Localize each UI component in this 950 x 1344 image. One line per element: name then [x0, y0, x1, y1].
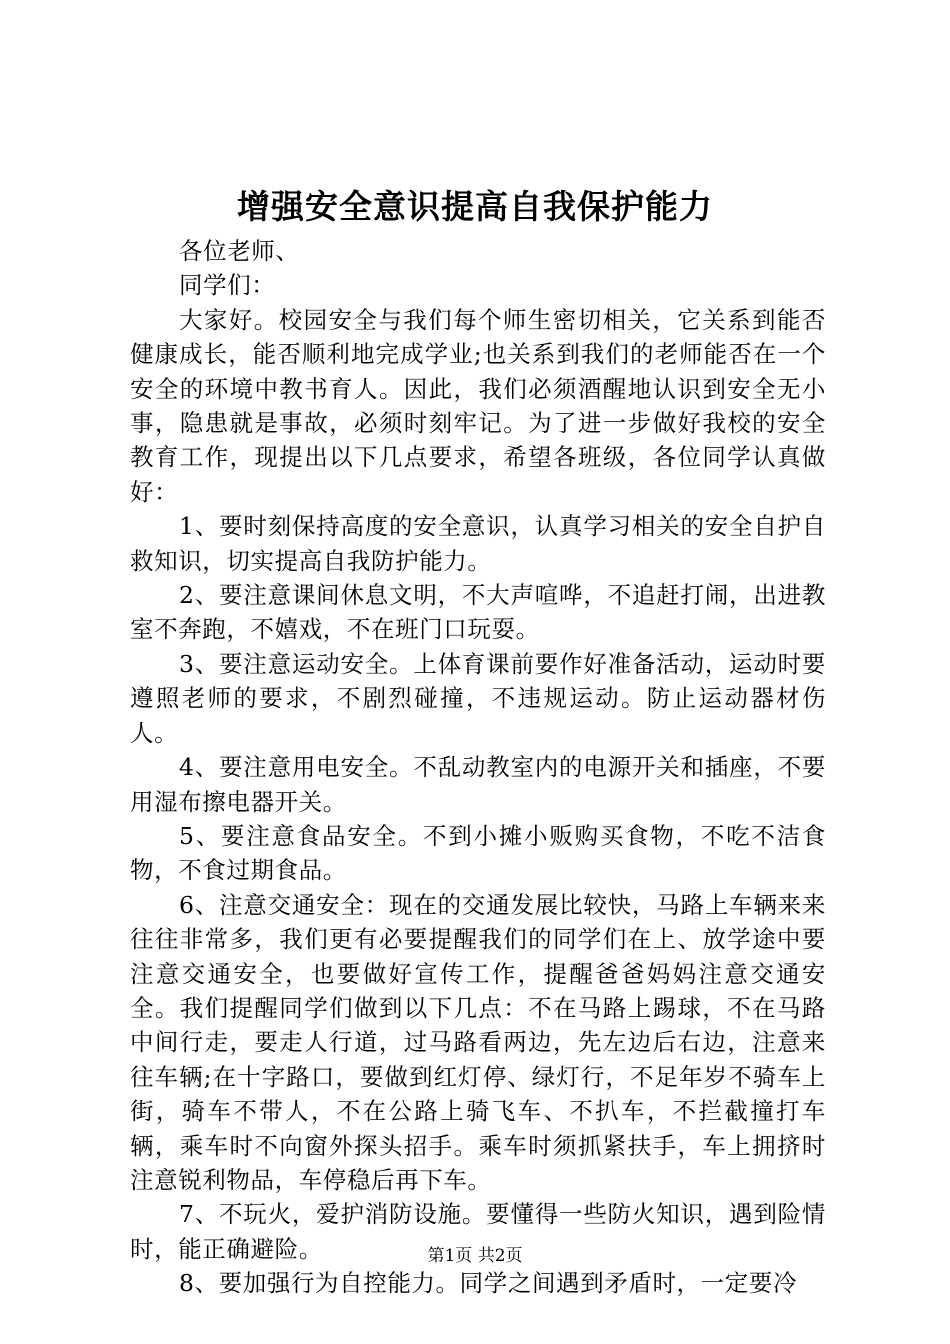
- document-body: [130, 234, 826, 1301]
- paragraph-item-6: 6、注意交通安全：现在的交通发展比较快，马路上车辆来来往往非常多，我们更有必要提醒我们的同学们在上、放学途中要注意交通安全，也要做好宣传工作，提醒爸爸妈妈注意交通安全。我们提醒同学们做到以下几点：不在马路上踢球，不在马路中间行走，要走人行道，过马路看两边，先左边后右边，注意来往车辆;在十字路口，要做到红灯停、绿灯行，不足年岁不骑车上街，骑车不带人，不在公路上骑飞车、不扒车，不拦截撞打车辆，乘车时不向窗外探头招手。乘车时须抓紧扶手，车上拥挤时注意锐利物品，车停稳后再下车。: [130, 890, 826, 1194]
- paragraph-item-2: 2、要注意课间休息文明，不大声喧哗，不追赶打闹，出进教室不奔跑，不嬉戏，不在班门口玩耍。: [130, 581, 826, 644]
- salutation-students: 同学们：: [179, 271, 276, 300]
- paragraph-item-5: 5、要注意食品安全。不到小摊小贩购买食物，不吃不洁食物，不食过期食品。: [130, 821, 826, 885]
- paragraph-item-1: 1、要时刻保持高度的安全意识，认真学习相关的安全自护自救知识，切实提高自我防护能力。: [130, 512, 826, 575]
- salutation-teachers: 各位老师、: [179, 237, 300, 265]
- paragraph-intro: 大家好。校园安全与我们每个师生密切相关，它关系到能否健康成长，能否顺利地完成学业;也关系到我们的老师能否在一个安全的环境中教书育人。因此，我们必须酒醒地认识到安全无小事，隐患就是事故，必须时刻牢记。为了进一步做好我校的安全教育工作，现提出以下几点要求，希望各班级，各位同学认真做好：: [130, 305, 826, 506]
- paragraph-item-7: 7、不玩火，爱护消防设施。要懂得一些防火知识，遇到险情时，能正确避险。: [130, 1200, 826, 1263]
- document-title: 增强安全意识提高自我保护能力: [237, 187, 713, 226]
- paragraph-item-8: 8、要加强行为自控能力。同学之间遇到矛盾时，一定要冷: [179, 1269, 798, 1298]
- page-number-footer: 第1页 共2页: [427, 1246, 523, 1266]
- paragraph-item-4: 4、要注意用电安全。不乱动教室内的电源开关和插座，不要用湿布擦电器开关。: [130, 753, 826, 816]
- paragraph-item-3: 3、要注意运动安全。上体育课前要作好准备活动，运动时要遵照老师的要求，不剧烈碰撞，不违规运动。防止运动器材伤人。: [130, 649, 826, 747]
